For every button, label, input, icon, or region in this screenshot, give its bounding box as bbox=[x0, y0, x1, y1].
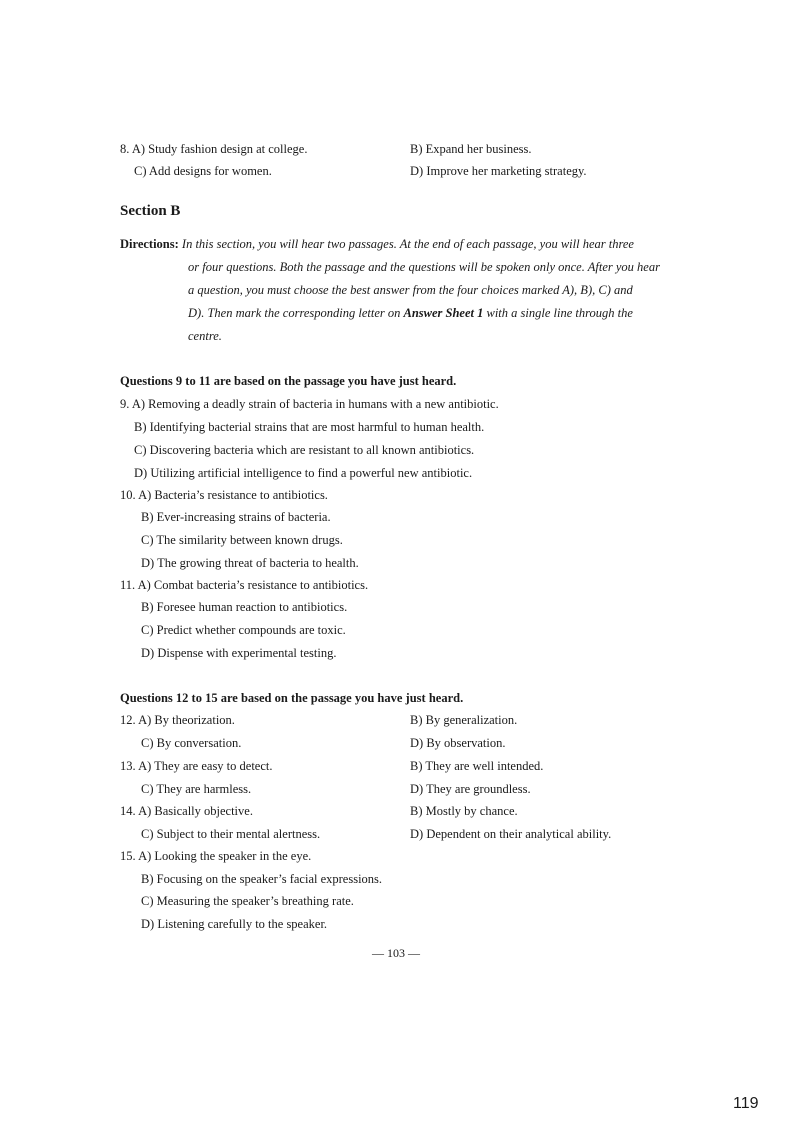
directions-text-4b: with a single line through the bbox=[483, 306, 633, 320]
q10-option-a bbox=[120, 488, 328, 503]
q14-option-c: C) Subject to their mental alertness. bbox=[141, 827, 321, 841]
q13-option-a bbox=[120, 759, 273, 774]
section-b-title: Section B bbox=[120, 203, 181, 219]
q13-option-a-text: A) They are easy to detect. bbox=[138, 759, 273, 773]
q11-option-a-text: A) Combat bacteria’s resistance to antibiotics. bbox=[137, 578, 369, 592]
q9-option-a-text: A) Removing a deadly strain of bacteria in humans with a new antibiotic. bbox=[131, 397, 499, 411]
q8-option-d: D) Improve her marketing strategy. bbox=[410, 164, 587, 178]
directions-line-4 bbox=[188, 306, 633, 321]
q10-option-a-text: A) Bacteria’s resistance to antibiotics. bbox=[138, 488, 328, 502]
q12-option-a bbox=[120, 713, 235, 728]
q12-option-c: C) By conversation. bbox=[141, 736, 242, 750]
q8-option-c: C) Add designs for women. bbox=[134, 164, 272, 178]
q13-option-b: B) They are well intended. bbox=[410, 759, 544, 773]
directions-line-3: a question, you must choose the best answer from the four choices marked A), B), C) and bbox=[188, 283, 633, 297]
q11-option-a bbox=[120, 578, 368, 593]
q14-option-a bbox=[120, 804, 253, 819]
q14-option-b: B) Mostly by chance. bbox=[410, 804, 518, 818]
q14-number: 14. bbox=[120, 804, 139, 818]
q8-option-a-text: A) Study fashion design at college. bbox=[131, 142, 308, 156]
q9-option-a bbox=[120, 397, 499, 412]
q10-option-c: C) The similarity between known drugs. bbox=[141, 533, 343, 547]
directions-line-5: centre. bbox=[188, 329, 222, 343]
q15-option-a-text: A) Looking the speaker in the eye. bbox=[138, 849, 312, 863]
q10-option-d: D) The growing threat of bacteria to health. bbox=[141, 556, 359, 570]
q14-option-a-text: A) Basically objective. bbox=[138, 804, 253, 818]
q13-option-d: D) They are groundless. bbox=[410, 782, 531, 796]
q11-option-b: B) Foresee human reaction to antibiotics. bbox=[141, 600, 348, 614]
q13-number: 13. bbox=[120, 759, 139, 773]
q10-option-b: B) Ever-increasing strains of bacteria. bbox=[141, 510, 331, 524]
directions-text-4a: D). Then mark the corresponding letter on bbox=[188, 306, 404, 320]
answer-sheet-label: Answer Sheet 1 bbox=[403, 306, 484, 320]
directions-line-2: or four questions. Both the passage and the questions will be spoken only once. After you hear bbox=[188, 260, 660, 274]
group2-title: Questions 12 to 15 are based on the passage you have just heard. bbox=[120, 691, 464, 705]
scan-page-number: 119 bbox=[733, 1095, 759, 1112]
q12-number: 12. bbox=[120, 713, 139, 727]
q15-number: 15. bbox=[120, 849, 139, 863]
q14-option-d: D) Dependent on their analytical ability. bbox=[410, 827, 612, 841]
q11-number: 11. bbox=[120, 578, 138, 592]
q9-option-d: D) Utilizing artificial intelligence to find a powerful new antibiotic. bbox=[134, 466, 473, 480]
q8-option-b: B) Expand her business. bbox=[410, 142, 532, 156]
q11-option-d: D) Dispense with experimental testing. bbox=[141, 646, 337, 660]
q15-option-a bbox=[120, 849, 311, 864]
directions-text-1: In this section, you will hear two passages. At the end of each passage, you will hear three bbox=[181, 237, 634, 251]
q12-option-a-text: A) By theorization. bbox=[138, 713, 235, 727]
q9-number: 9. bbox=[120, 397, 132, 411]
q10-number: 10. bbox=[120, 488, 139, 502]
group1-title: Questions 9 to 11 are based on the passage you have just heard. bbox=[120, 374, 457, 388]
q9-option-b: B) Identifying bacterial strains that are most harmful to human health. bbox=[134, 420, 485, 434]
q13-option-c: C) They are harmless. bbox=[141, 782, 252, 796]
q15-option-c: C) Measuring the speaker’s breathing rate. bbox=[141, 894, 354, 908]
q15-option-d: D) Listening carefully to the speaker. bbox=[141, 917, 328, 931]
q11-option-c: C) Predict whether compounds are toxic. bbox=[141, 623, 346, 637]
page-number: — 103 — bbox=[372, 946, 420, 960]
directions-line-1 bbox=[120, 237, 634, 252]
q12-option-b: B) By generalization. bbox=[410, 713, 518, 727]
q8-option-a bbox=[120, 142, 307, 157]
directions-label: Directions: bbox=[120, 237, 179, 251]
q12-option-d: D) By observation. bbox=[410, 736, 506, 750]
q15-option-b: B) Focusing on the speaker’s facial expressions. bbox=[141, 872, 383, 886]
q8-number: 8. bbox=[120, 142, 132, 156]
q9-option-c: C) Discovering bacteria which are resistant to all known antibiotics. bbox=[134, 443, 475, 457]
